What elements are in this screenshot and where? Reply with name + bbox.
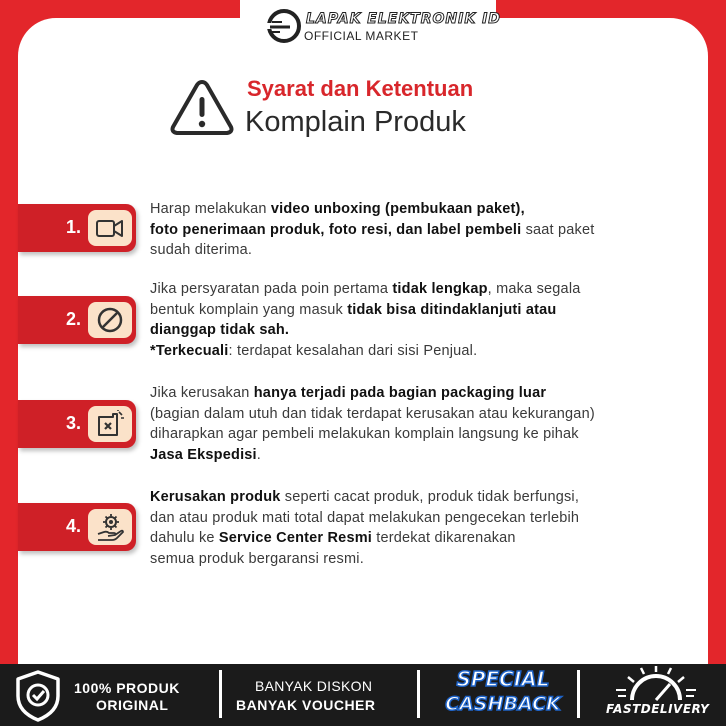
footer-diskon-line1: BANYAK DISKON xyxy=(255,678,373,694)
text-run: (bagian dalam utuh dan tidak terdapat kerusakan atau kekurangan) xyxy=(150,405,595,422)
step-icon-box xyxy=(88,509,132,545)
step-icon-box xyxy=(88,210,132,246)
step-4-tab xyxy=(18,503,136,551)
bold-run: Kerusakan produk xyxy=(150,489,281,505)
text-run: Jika kerusakan xyxy=(150,385,254,401)
step-3-tab xyxy=(18,400,136,448)
text-run: Harap melakukan xyxy=(150,201,271,217)
stopwatch-speed-icon xyxy=(614,666,698,702)
bold-run: foto penerimaan produk, foto resi, dan label pembeli xyxy=(150,221,522,238)
text-run: . xyxy=(256,446,262,463)
text-run: Jika persyaratan pada poin pertama xyxy=(150,281,393,297)
brand-logo xyxy=(252,8,512,48)
text-run: saat paket xyxy=(521,221,595,238)
video-camera-icon xyxy=(95,213,125,243)
bold-run: hanya terjadi pada bagian packaging luar xyxy=(253,385,547,401)
special-cashback-badge xyxy=(438,666,568,720)
damaged-box-icon xyxy=(95,409,125,439)
step-number: 2. xyxy=(66,309,82,329)
step-icon-box xyxy=(88,302,132,338)
text-run: sudah diterima. xyxy=(150,242,253,258)
bold-run: dianggap tidak sah. xyxy=(150,322,290,338)
brand-subtitle: OFFICIAL MARKET xyxy=(304,29,419,43)
bold-run: video unboxing (pembukaan paket), xyxy=(270,201,525,217)
text-run: dan atau produk mati total dapat melakukan pengecekan terlebih xyxy=(150,509,580,526)
bold-run: Jasa Ekspedisi xyxy=(150,446,257,463)
text-run: semua produk bergaransi resmi. xyxy=(150,550,364,567)
step-2-tab xyxy=(18,296,136,344)
step-4-text xyxy=(150,487,670,569)
bold-run: tidak lengkap xyxy=(392,281,488,297)
footer-divider xyxy=(417,670,420,718)
heading-subtitle: Komplain Produk xyxy=(245,106,466,138)
step-number: 1. xyxy=(66,217,82,237)
footer-original-line1: 100% PRODUK xyxy=(74,680,180,696)
step-2-text xyxy=(150,279,670,361)
text-run: terdekat dikarenakan xyxy=(372,530,516,546)
step-3-text xyxy=(150,383,670,465)
prohibited-icon xyxy=(95,305,125,335)
special-line2: CASHBACK xyxy=(445,693,561,715)
shield-check-icon xyxy=(14,670,62,722)
step-icon-box xyxy=(88,406,132,442)
bold-run: *Terkecuali xyxy=(150,342,229,359)
footer-divider xyxy=(577,670,580,718)
heading-title: Syarat dan Ketentuan xyxy=(247,76,474,101)
gear-hand-icon xyxy=(95,512,125,542)
text-run: dahulu ke xyxy=(150,530,219,546)
step-number: 3. xyxy=(66,413,82,433)
bold-run: Service Center Resmi xyxy=(218,530,373,546)
step-1-text xyxy=(150,199,670,261)
text-run: seperti cacat produk, produk tidak berfungsi, xyxy=(280,489,580,505)
bold-run: tidak bisa ditindaklanjuti atau xyxy=(347,301,557,318)
step-1-tab xyxy=(18,204,136,252)
text-run: bentuk komplain yang masuk xyxy=(150,301,348,318)
warning-triangle-icon xyxy=(170,78,234,136)
footer-original-line2: ORIGINAL xyxy=(96,697,169,713)
footer-divider xyxy=(219,670,222,718)
footer-fast-delivery: FASTDELIVERY xyxy=(606,702,710,716)
footer-diskon-line2: BANYAK VOUCHER xyxy=(236,697,376,713)
text-run: diharapkan agar pembeli melakukan komplain langsung ke pihak xyxy=(150,426,579,442)
text-run: : terdapat kesalahan dari sisi Penjual. xyxy=(228,342,478,359)
brand-logo-icon xyxy=(266,8,302,44)
brand-name: LAPAK ELEKTRONIK ID xyxy=(306,11,501,27)
text-run: , maka segala xyxy=(487,281,581,297)
step-number: 4. xyxy=(66,516,82,536)
special-line1: SPECIAL xyxy=(456,667,550,691)
